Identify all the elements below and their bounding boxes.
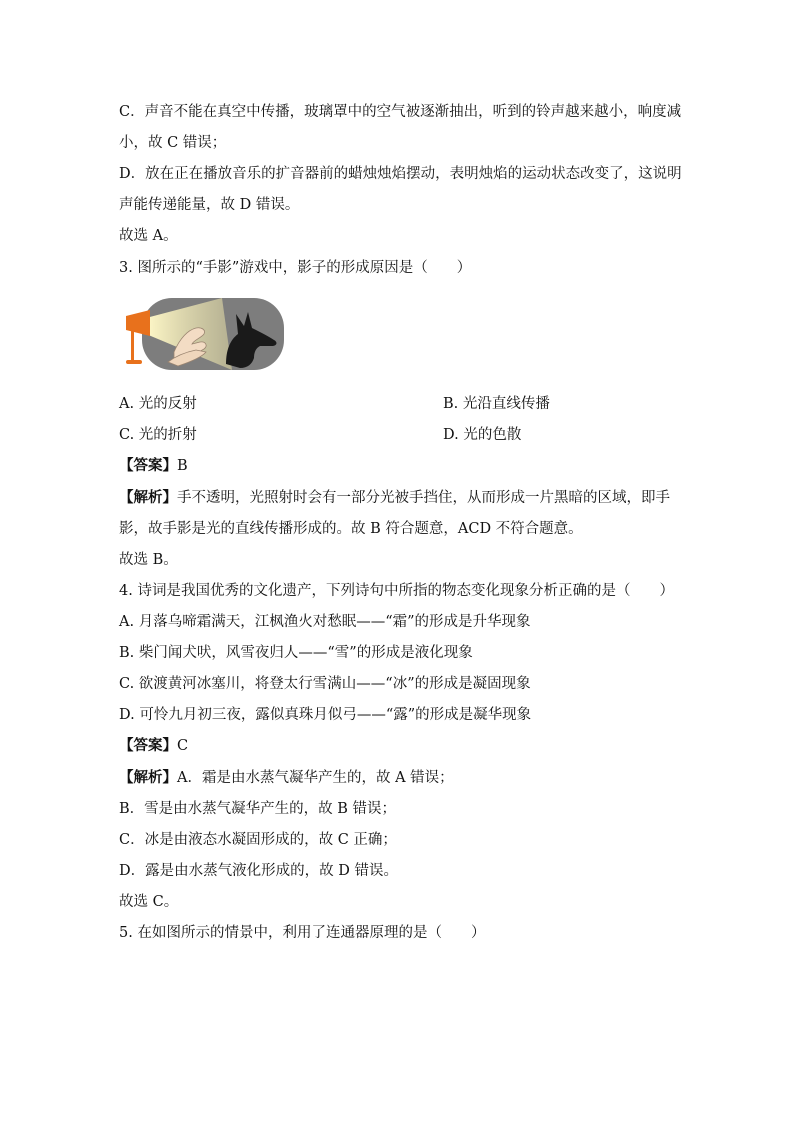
analysis-label: 【解析】 <box>119 769 177 786</box>
question-3-analysis-line-1 <box>119 488 670 508</box>
question-3-option-d: D. 光的色散 <box>443 427 522 443</box>
question-4-analysis-line-1 <box>119 768 454 788</box>
question-3-option-b: B. 光沿直线传播 <box>443 396 550 412</box>
option-c-explanation-line-1: C．声音不能在真空中传播，玻璃罩中的空气被逐渐抽出，听到的铃声越来越小，响度减 <box>119 104 682 120</box>
question-4-analysis-line-3: C．冰是由液态水凝固形成的，故 C 正确； <box>119 832 397 848</box>
question-4-analysis-line-4: D．露是由水蒸气液化形成的，故 D 错误。 <box>119 863 398 879</box>
answer-label: 【答案】 <box>119 737 177 754</box>
answer-label: 【答案】 <box>119 457 177 474</box>
question-4-option-d: D. 可怜九月初三夜，露似真珠月似弓——“露”的形成是凝华现象 <box>119 707 532 723</box>
question-3-analysis-line-2: 影，故手影是光的直线传播形成的。故 B 符合题意，ACD 不符合题意。 <box>119 521 583 537</box>
question-4-option-b: B. 柴门闻犬吠，风雪夜归人——“雪”的形成是液化现象 <box>119 645 473 661</box>
question-4-conclusion: 故选 C。 <box>119 894 179 910</box>
hand-shadow-figure <box>122 294 286 374</box>
question-4-analysis-line-2: B．雪是由水蒸气凝华产生的，故 B 错误； <box>119 801 397 817</box>
question-4-option-c: C. 欲渡黄河冰塞川，将登太行雪满山——“冰”的形成是凝固现象 <box>119 676 531 692</box>
question-3-conclusion: 故选 B。 <box>119 552 178 568</box>
question-3-option-c: C. 光的折射 <box>119 427 197 443</box>
answer-value: B <box>177 458 188 474</box>
analysis-text: 手不透明，光照射时会有一部分光被手挡住，从而形成一片黑暗的区域，即手 <box>177 490 670 506</box>
question-3-option-a: A. 光的反射 <box>119 396 197 412</box>
question-2-conclusion: 故选 A。 <box>119 228 178 244</box>
option-c-explanation-line-2: 小，故 C 错误； <box>119 135 227 151</box>
analysis-text: A．霜是由水蒸气凝华产生的，故 A 错误； <box>177 770 454 786</box>
question-3-answer <box>119 456 188 476</box>
analysis-label: 【解析】 <box>119 489 177 506</box>
question-4-option-a: A. 月落乌啼霜满天，江枫渔火对愁眠——“霜”的形成是升华现象 <box>119 614 531 630</box>
question-4-text: 4. 诗词是我国优秀的文化遗产，下列诗句中所指的物态变化现象分析正确的是（ ） <box>119 583 674 599</box>
option-d-explanation-line-2: 声能传递能量，故 D 错误。 <box>119 197 300 213</box>
option-d-explanation-line-1: D．放在正在播放音乐的扩音器前的蜡烛烛焰摆动，表明烛焰的运动状态改变了，这说明 <box>119 166 682 182</box>
question-4-answer <box>119 736 188 756</box>
answer-value: C <box>177 738 189 754</box>
question-5-text: 5. 在如图所示的情景中，利用了连通器原理的是（ ） <box>119 925 486 941</box>
question-3-text: 3. 图所示的“手影”游戏中，影子的形成原因是（ ） <box>119 260 472 276</box>
